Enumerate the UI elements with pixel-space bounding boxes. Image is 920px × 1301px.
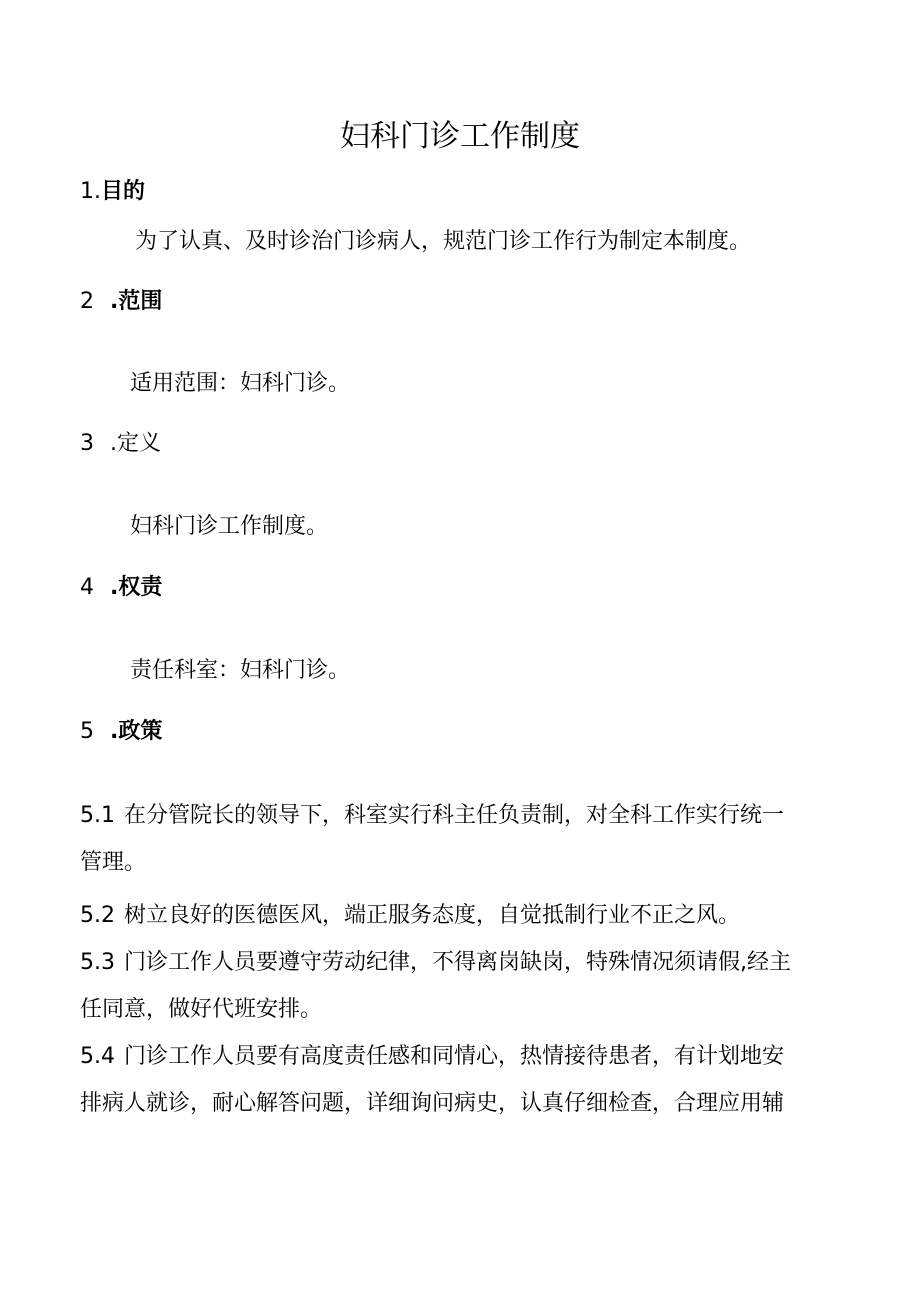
section-label: .范围 <box>110 289 163 314</box>
policy-line <box>80 1033 840 1080</box>
section-heading-scope <box>80 287 162 317</box>
policy-number: 5.3 <box>80 950 115 975</box>
section-label: .政策 <box>110 719 163 744</box>
section-number: 5 <box>80 719 94 744</box>
section-label: .定义 <box>110 431 161 456</box>
policy-item <box>80 792 840 886</box>
policy-line <box>80 792 840 839</box>
policy-text: 门诊工作人员要遵守劳动纪律，不得离岗缺岗，特殊情况须请假,经主 <box>124 950 791 975</box>
section-heading-policy <box>80 717 162 747</box>
section-heading-responsibility <box>80 573 162 603</box>
policy-text: 树立良好的医德医风，端正服务态度，自觉抵制行业不正之风。 <box>124 903 741 928</box>
policy-line: 管理。 <box>80 850 147 875</box>
section-body-responsibility: 责任科室：妇科门诊。 <box>130 658 351 683</box>
section-label: 目的 <box>101 179 146 204</box>
section-body-scope: 适用范围：妇科门诊。 <box>130 371 351 396</box>
section-number: 4 <box>80 575 94 600</box>
policy-line <box>80 892 840 939</box>
policy-number: 5.2 <box>80 903 115 928</box>
section-label: .权责 <box>110 575 163 600</box>
policy-text: 门诊工作人员要有高度责任感和同情心，热情接待患者，有计划地安 <box>124 1044 785 1069</box>
policy-number: 5.1 <box>80 803 115 828</box>
section-heading-definition <box>80 429 161 459</box>
section-number: 2 <box>80 289 94 314</box>
policy-line: 排病人就诊，耐心解答问题，详细询问病史，认真仔细检查，合理应用辅 <box>80 1091 785 1116</box>
policy-number: 5.4 <box>80 1044 115 1069</box>
section-number: 3 <box>80 431 94 456</box>
policy-item <box>80 1033 840 1127</box>
policy-line <box>80 939 840 986</box>
policy-text: 在分管院长的领导下，科室实行科主任负责制，对全科工作实行统一 <box>124 803 785 828</box>
policy-line: 任同意，做好代班安排。 <box>80 997 323 1022</box>
section-number: 1. <box>80 179 101 204</box>
policy-item <box>80 939 840 1033</box>
section-body-definition: 妇科门诊工作制度。 <box>130 514 329 539</box>
section-body-purpose: 为了认真、及时诊治门诊病人，规范门诊工作行为制定本制度。 <box>135 229 752 254</box>
policy-item <box>80 892 840 939</box>
section-heading-purpose <box>80 177 145 207</box>
document-title: 妇科门诊工作制度 <box>340 119 580 154</box>
